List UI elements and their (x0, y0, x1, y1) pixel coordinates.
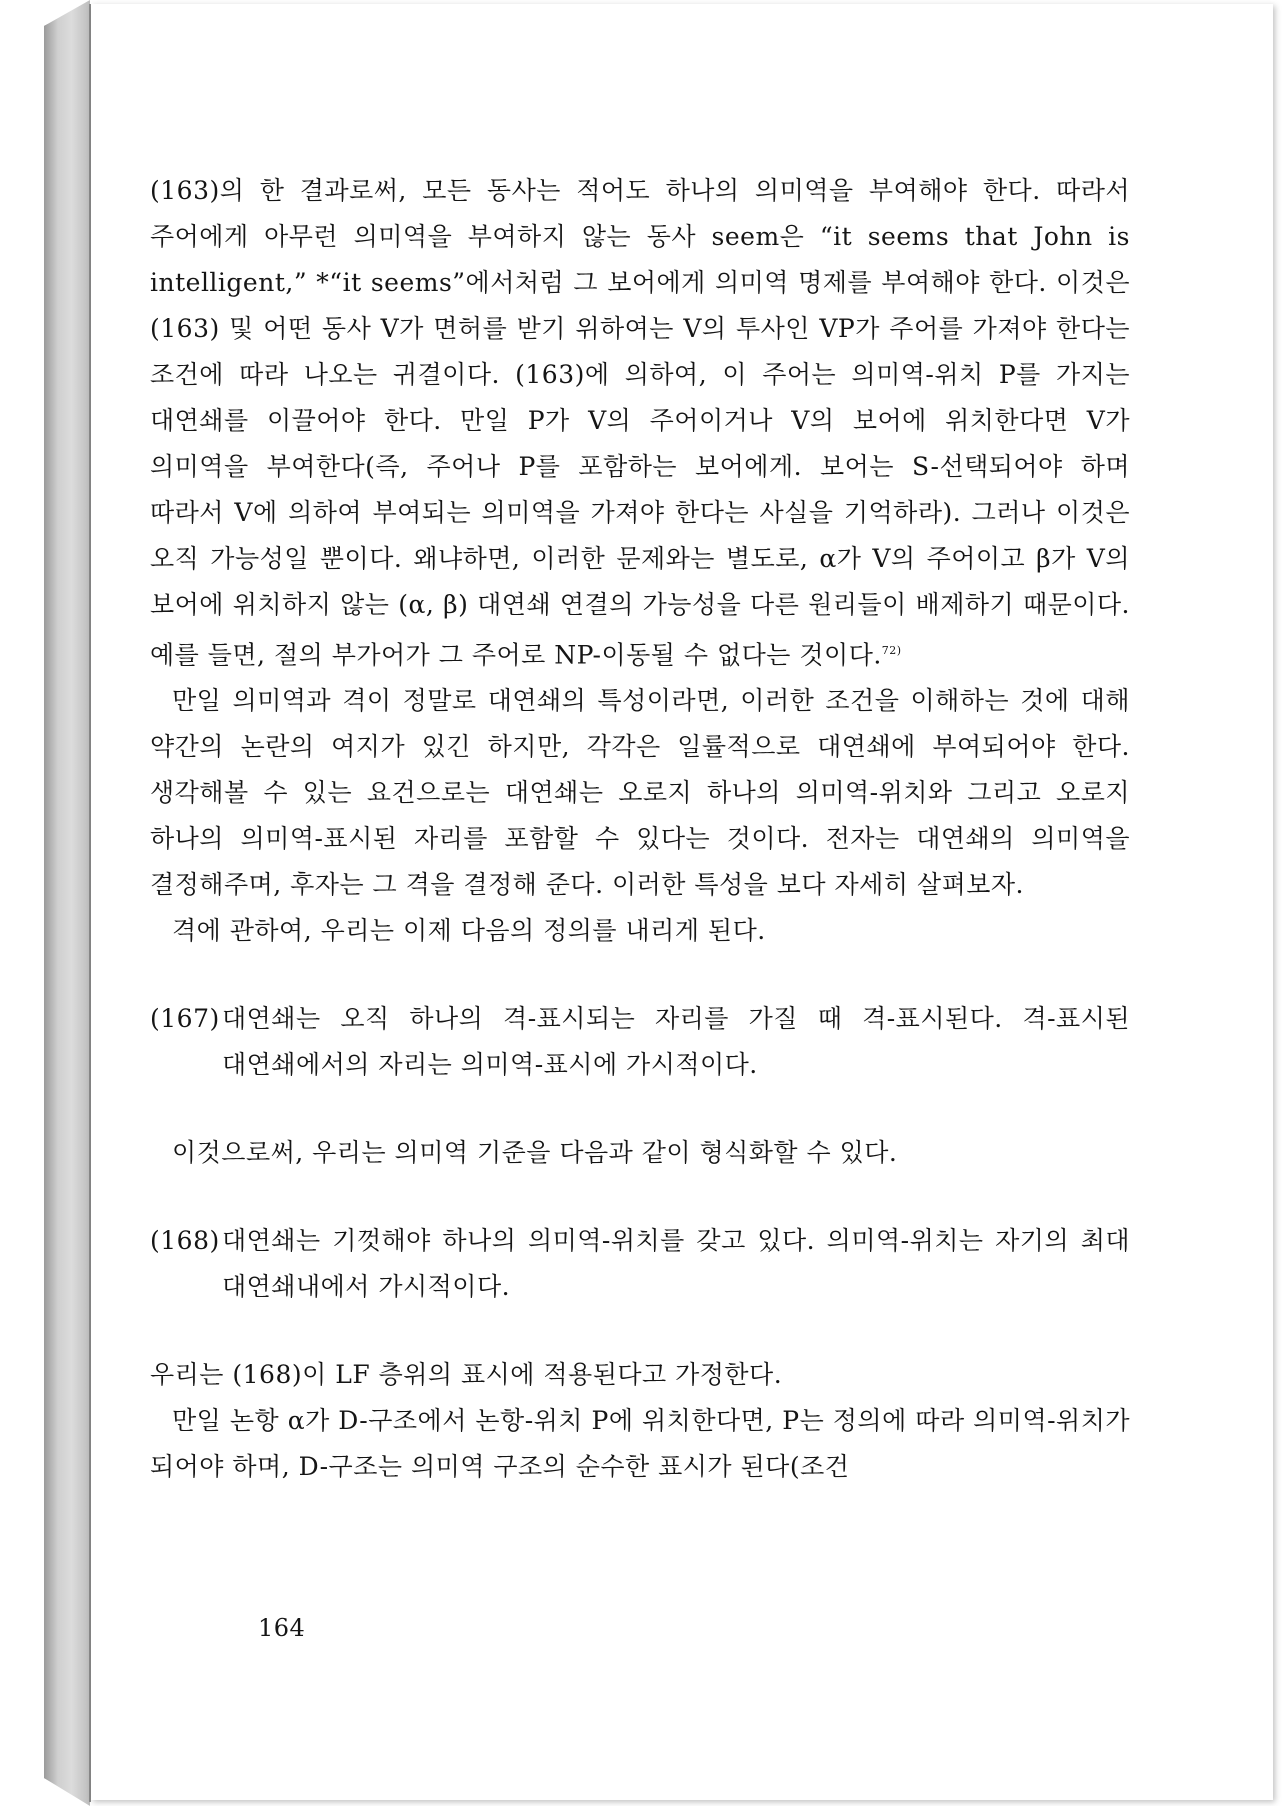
paragraph-163-consequence (150, 168, 1130, 678)
paragraph-theta-criterion-intro: 이것으로써, 우리는 의미역 기준을 다음과 같이 형식화할 수 있다. (172, 1138, 898, 1168)
example-number: (168) (150, 1226, 220, 1256)
paragraph-case-definition-intro: 격에 관하여, 우리는 이제 다음의 정의를 내리게 된다. (172, 916, 766, 946)
footnote-mark: 72) (881, 644, 902, 657)
paragraph-lf-assumption: 우리는 (168)이 LF 층위의 표시에 적용된다고 가정한다. (150, 1360, 783, 1390)
spacer (150, 1310, 1130, 1352)
example-text: 대연쇄는 오직 하나의 격-표시되는 자리를 가질 때 격-표시된다. 격-표시된 대연쇄에서의 자리는 의미역-표시에 가시적이다. (222, 1004, 1130, 1080)
page-number: 164 (258, 1614, 306, 1642)
paragraph-theta-case: 만일 의미역과 격이 정말로 대연쇄의 특성이라면, 이러한 조건을 이해하는 것에 대해 약간의 논란의 여지가 있긴 하지만, 각각은 일률적으로 대연쇄에 부여되어야 한다. 생각해볼 수 있는 요건으로는 대연쇄는 오로지 하나의 의미역-위치와 그리고 오로지 하나의 의미역-표시된 자리를 포함할 수 있다는 것이다. 전자는 대연쇄의 의미역을 결정해주며, 후자는 그 격을 결정해 준다. 이러한 특성을 보다 자세히 살펴보자. (150, 686, 1130, 900)
book-page-edge (44, 0, 90, 1806)
example-text: 대연쇄는 기껏해야 하나의 의미역-위치를 갖고 있다. 의미역-위치는 자기의 최대 대연쇄내에서 가시적이다. (222, 1226, 1130, 1302)
page-content (150, 168, 1130, 1490)
spacer (150, 1176, 1130, 1218)
spacer (150, 1088, 1130, 1130)
example-number: (167) (150, 1004, 220, 1034)
paragraph-d-structure: 만일 논항 α가 D-구조에서 논항-위치 P에 위치한다면, P는 정의에 따라 의미역-위치가 되어야 하며, D-구조는 의미역 구조의 순수한 표시가 된다(조건 (150, 1406, 1130, 1482)
paragraph-text: (163)의 한 결과로써, 모든 동사는 적어도 하나의 의미역을 부여해야 한다. 따라서 주어에게 아무런 의미역을 부여하지 않는 동사 seem은 “it seems that John is intelligent,” *“it seems”에서처럼 그 보어에게 의미역 명제를 부여해야 한다. 이것은 (163) 및 어떤 동사 V가 면허를 받기 위하여는 V의 투사인 VP가 주어를 가져야 한다는 조건에 따라 나오는 귀결이다. (163)에 의하여, 이 주어는 의미역-위치 P를 가지는 대연쇄를 이끌어야 한다. 만일 P가 V의 주어이거나 V의 보어에 위치한다면 V가 의미역을 부여한다(즉, 주어나 P를 포함하는 보어에게. 보어는 S-선택되어야 하며 따라서 V에 의하여 부여되는 의미역을 가져야 한다는 사실을 기억하라). 그러나 이것은 오직 가능성일 뿐이다. 왜냐하면, 이러한 문제와는 별도로, α가 V의 주어이고 β가 V의 보어에 위치하지 않는 (α, β) 대연쇄 연결의 가능성을 다른 원리들이 배제하기 때문이다. 예를 들면, 절의 부가어가 그 주어로 NP-이동될 수 없다는 것이다. (150, 176, 1130, 670)
spacer (150, 954, 1130, 996)
example-167 (150, 996, 1130, 1088)
example-168 (150, 1218, 1130, 1310)
